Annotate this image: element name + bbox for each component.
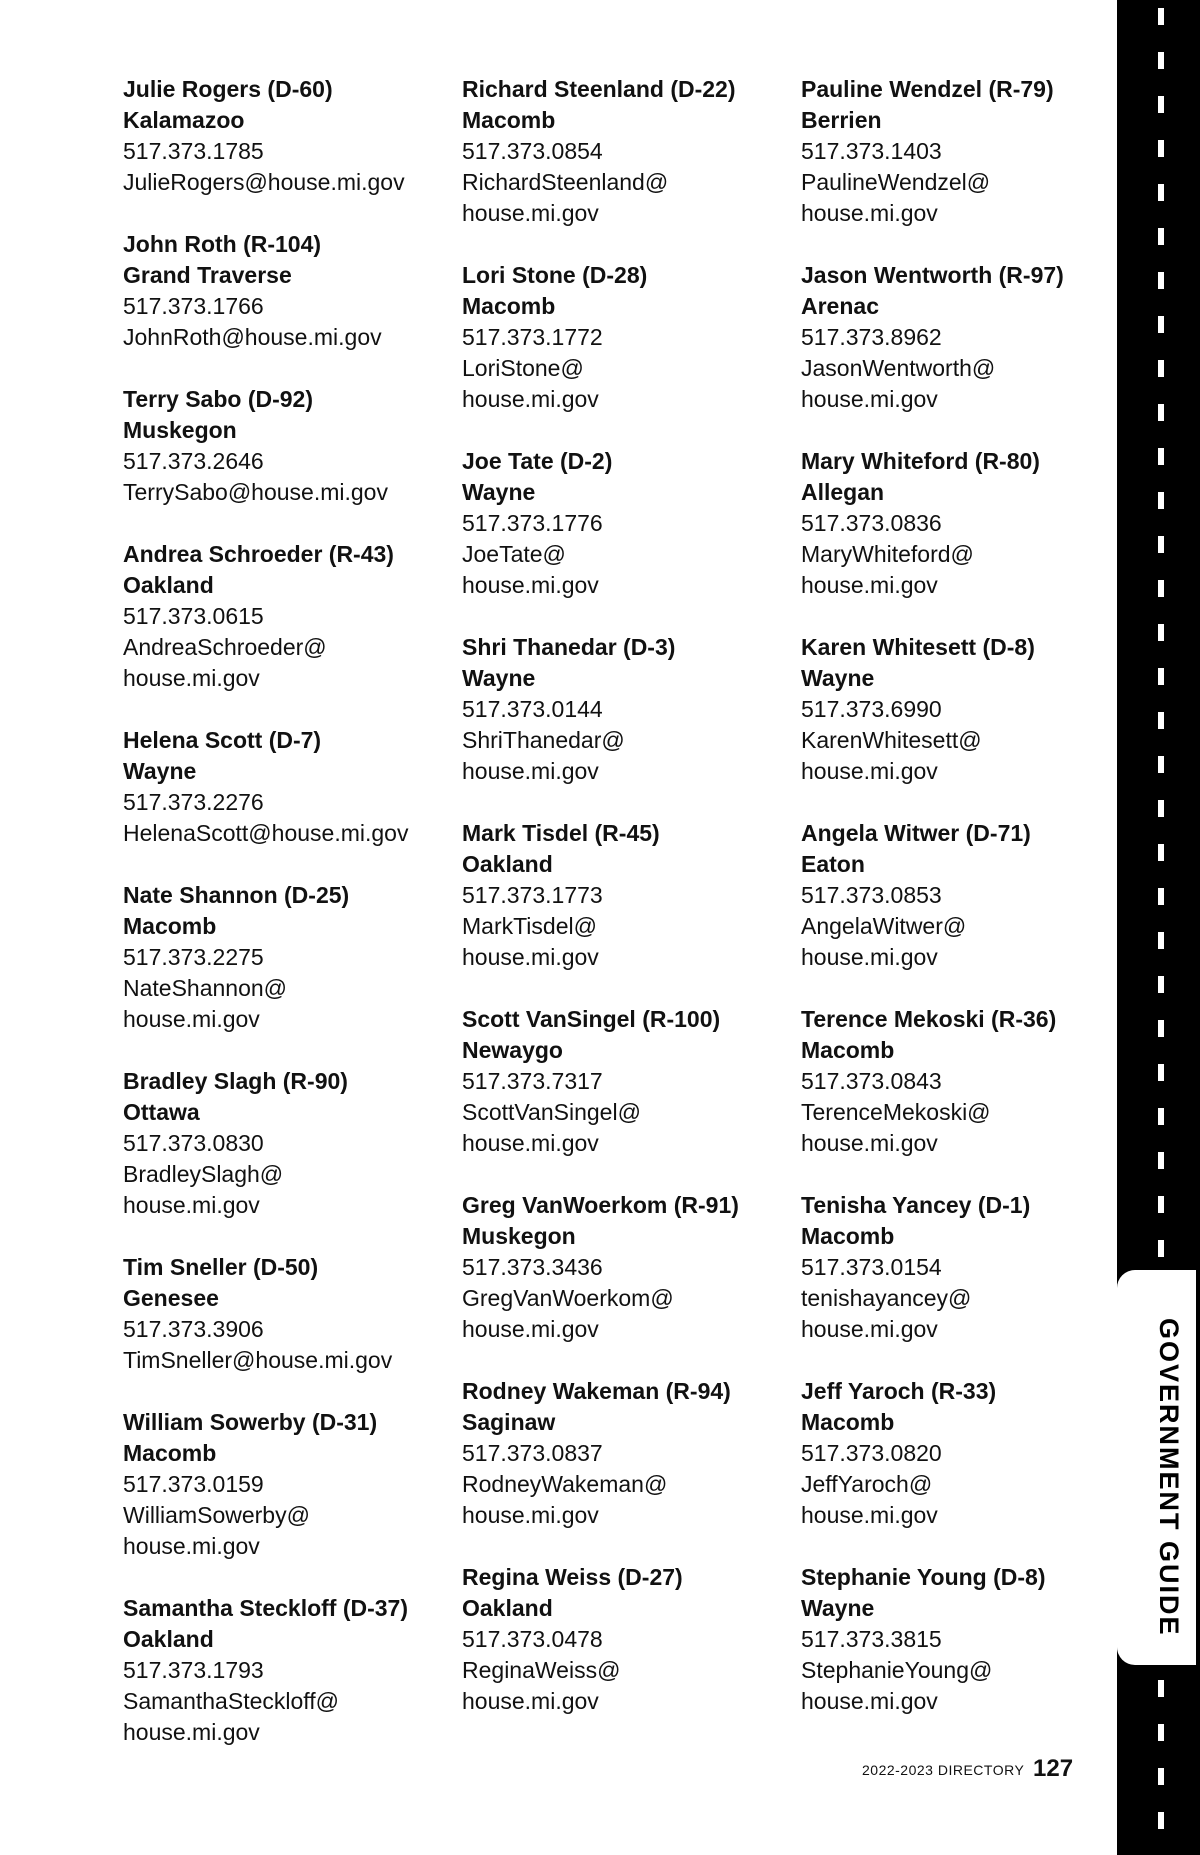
email-line: house.mi.gov — [801, 1316, 938, 1342]
email-address — [462, 167, 792, 229]
representative-name: John Roth (R-104) — [123, 231, 322, 257]
email-line: house.mi.gov — [801, 758, 938, 784]
directory-entry — [123, 880, 453, 1035]
representative-name: Andrea Schroeder (R-43) — [123, 541, 394, 567]
email-line: JulieRogers@house.mi.gov — [123, 169, 405, 195]
strip-dash — [1158, 272, 1164, 289]
representative-name: Tim Sneller (D-50) — [123, 1254, 319, 1280]
email-address — [801, 1469, 1131, 1531]
directory-entry — [123, 1066, 453, 1221]
email-address — [123, 818, 453, 849]
representative-name: Tenisha Yancey (D-1) — [801, 1192, 1031, 1218]
email-line: RichardSteenland@ — [462, 169, 669, 195]
county-name: Macomb — [123, 1440, 217, 1466]
email-address — [801, 353, 1131, 415]
email-address — [801, 1097, 1131, 1159]
directory-entry — [123, 1252, 453, 1376]
directory-entry — [462, 446, 792, 601]
email-line: house.mi.gov — [462, 1688, 599, 1714]
strip-dash — [1158, 712, 1164, 729]
phone-number: 517.373.0830 — [123, 1130, 264, 1156]
page-number: 127 — [1033, 1755, 1074, 1782]
county-name: Eaton — [801, 851, 865, 877]
directory-entry — [123, 229, 453, 353]
email-line: house.mi.gov — [462, 1502, 599, 1528]
phone-number: 517.373.0836 — [801, 510, 942, 536]
county-name: Wayne — [123, 758, 197, 784]
email-line: house.mi.gov — [462, 386, 599, 412]
email-line: house.mi.gov — [462, 200, 599, 226]
phone-number: 517.373.0854 — [462, 138, 603, 164]
email-address — [462, 1469, 792, 1531]
county-name: Wayne — [801, 1595, 875, 1621]
strip-dash — [1158, 448, 1164, 465]
representative-name: Joe Tate (D-2) — [462, 448, 613, 474]
representative-name: Shri Thanedar (D-3) — [462, 634, 676, 660]
representative-name: Terence Mekoski (R-36) — [801, 1006, 1057, 1032]
representative-name: Nate Shannon (D-25) — [123, 882, 350, 908]
strip-dash — [1158, 1020, 1164, 1037]
strip-dash — [1158, 8, 1164, 25]
strip-dash — [1158, 800, 1164, 817]
email-line: PaulineWendzel@ — [801, 169, 991, 195]
directory-entry — [462, 632, 792, 787]
representative-name: Scott VanSingel (R-100) — [462, 1006, 721, 1032]
county-name: Macomb — [801, 1223, 895, 1249]
strip-dash — [1158, 1064, 1164, 1081]
county-name: Kalamazoo — [123, 107, 245, 133]
representative-name: William Sowerby (D-31) — [123, 1409, 378, 1435]
email-address — [462, 1283, 792, 1345]
phone-number: 517.373.1403 — [801, 138, 942, 164]
strip-dash — [1158, 1196, 1164, 1213]
email-line: HelenaScott@house.mi.gov — [123, 820, 409, 846]
directory-entry — [123, 539, 453, 694]
county-name: Allegan — [801, 479, 885, 505]
phone-number: 517.373.6990 — [801, 696, 942, 722]
strip-dash — [1158, 536, 1164, 553]
email-line: LoriStone@ — [462, 355, 584, 381]
phone-number: 517.373.0615 — [123, 603, 264, 629]
directory-entry — [123, 384, 453, 508]
directory-entry — [801, 818, 1131, 973]
representative-name: Karen Whitesett (D-8) — [801, 634, 1035, 660]
county-name: Muskegon — [123, 417, 237, 443]
strip-dash — [1158, 1240, 1164, 1257]
county-name: Wayne — [801, 665, 875, 691]
email-line: GregVanWoerkom@ — [462, 1285, 674, 1311]
phone-number: 517.373.1772 — [462, 324, 603, 350]
email-address — [123, 477, 453, 508]
county-name: Macomb — [123, 913, 217, 939]
county-name: Macomb — [801, 1409, 895, 1435]
email-line: JeffYaroch@ — [801, 1471, 933, 1497]
county-name: Ottawa — [123, 1099, 200, 1125]
phone-number: 517.373.0154 — [801, 1254, 942, 1280]
representative-name: Jason Wentworth (R-97) — [801, 262, 1064, 288]
representative-name: Regina Weiss (D-27) — [462, 1564, 683, 1590]
email-line: house.mi.gov — [801, 386, 938, 412]
email-address — [123, 973, 453, 1035]
representative-name: Stephanie Young (D-8) — [801, 1564, 1046, 1590]
phone-number: 517.373.1776 — [462, 510, 603, 536]
email-line: TerrySabo@house.mi.gov — [123, 479, 388, 505]
phone-number: 517.373.1766 — [123, 293, 264, 319]
directory-column-3 — [801, 74, 1131, 1748]
email-line: house.mi.gov — [462, 944, 599, 970]
directory-entry — [123, 725, 453, 849]
email-line: KarenWhitesett@ — [801, 727, 982, 753]
footer-directory-label: 2022-2023 DIRECTORY — [862, 1762, 1025, 1778]
email-line: ReginaWeiss@ — [462, 1657, 621, 1683]
strip-dash — [1158, 1768, 1164, 1785]
email-line: ScottVanSingel@ — [462, 1099, 641, 1125]
email-line: TimSneller@house.mi.gov — [123, 1347, 393, 1373]
email-line: house.mi.gov — [801, 200, 938, 226]
strip-dash — [1158, 756, 1164, 773]
email-line: RodneyWakeman@ — [462, 1471, 668, 1497]
directory-entry — [801, 74, 1131, 229]
email-line: house.mi.gov — [801, 572, 938, 598]
email-line: JoeTate@ — [462, 541, 566, 567]
email-line: house.mi.gov — [123, 1533, 260, 1559]
email-line: house.mi.gov — [462, 758, 599, 784]
directory-entry — [801, 1190, 1131, 1345]
email-address — [801, 1283, 1131, 1345]
email-address — [801, 1655, 1131, 1717]
phone-number: 517.373.0820 — [801, 1440, 942, 1466]
directory-entry — [801, 1004, 1131, 1159]
email-line: house.mi.gov — [123, 1006, 260, 1032]
strip-dash — [1158, 404, 1164, 421]
email-line: TerenceMekoski@ — [801, 1099, 991, 1125]
email-line: AngelaWitwer@ — [801, 913, 967, 939]
phone-number: 517.373.8962 — [801, 324, 942, 350]
strip-dash — [1158, 1152, 1164, 1169]
phone-number: 517.373.2276 — [123, 789, 264, 815]
county-name: Oakland — [123, 572, 214, 598]
directory-entry — [462, 74, 792, 229]
strip-dash — [1158, 1724, 1164, 1741]
county-name: Berrien — [801, 107, 882, 133]
email-address — [123, 1686, 453, 1748]
representative-name: Helena Scott (D-7) — [123, 727, 322, 753]
email-address — [801, 167, 1131, 229]
representative-name: Jeff Yaroch (R-33) — [801, 1378, 997, 1404]
phone-number: 517.373.0843 — [801, 1068, 942, 1094]
strip-dash — [1158, 52, 1164, 69]
email-address — [123, 1500, 453, 1562]
county-name: Grand Traverse — [123, 262, 292, 288]
directory-entry — [801, 1562, 1131, 1717]
county-name: Wayne — [462, 665, 536, 691]
email-line: house.mi.gov — [123, 1719, 260, 1745]
representative-name: Samantha Steckloff (D-37) — [123, 1595, 409, 1621]
phone-number: 517.373.1785 — [123, 138, 264, 164]
email-address — [123, 632, 453, 694]
representative-name: Mark Tisdel (R-45) — [462, 820, 660, 846]
phone-number: 517.373.0478 — [462, 1626, 603, 1652]
phone-number: 517.373.2275 — [123, 944, 264, 970]
directory-entry — [462, 1004, 792, 1159]
representative-name: Angela Witwer (D-71) — [801, 820, 1031, 846]
strip-dash — [1158, 624, 1164, 641]
county-name: Newaygo — [462, 1037, 563, 1063]
county-name: Arenac — [801, 293, 879, 319]
email-line: house.mi.gov — [123, 665, 260, 691]
directory-entry — [123, 1593, 453, 1748]
strip-dash — [1158, 976, 1164, 993]
representative-name: Greg VanWoerkom (R-91) — [462, 1192, 739, 1218]
phone-number: 517.373.7317 — [462, 1068, 603, 1094]
county-name: Oakland — [462, 1595, 553, 1621]
strip-dash — [1158, 184, 1164, 201]
email-line: tenishayancey@ — [801, 1285, 972, 1311]
strip-dash — [1158, 1812, 1164, 1829]
county-name: Genesee — [123, 1285, 219, 1311]
strip-dash — [1158, 932, 1164, 949]
directory-entry — [462, 1190, 792, 1345]
email-line: ShriThanedar@ — [462, 727, 625, 753]
email-line: MarkTisdel@ — [462, 913, 597, 939]
strip-dash — [1158, 140, 1164, 157]
representative-name: Terry Sabo (D-92) — [123, 386, 314, 412]
directory-entry — [462, 1376, 792, 1531]
phone-number: 517.373.1773 — [462, 882, 603, 908]
representative-name: Pauline Wendzel (R-79) — [801, 76, 1054, 102]
email-line: SamanthaSteckloff@ — [123, 1688, 339, 1714]
county-name: Muskegon — [462, 1223, 576, 1249]
directory-entry — [462, 1562, 792, 1717]
email-line: JasonWentworth@ — [801, 355, 996, 381]
email-line: house.mi.gov — [462, 1130, 599, 1156]
phone-number: 517.373.0853 — [801, 882, 942, 908]
strip-dash — [1158, 580, 1164, 597]
strip-dash — [1158, 888, 1164, 905]
email-line: AndreaSchroeder@ — [123, 634, 327, 660]
phone-number: 517.373.3815 — [801, 1626, 942, 1652]
email-address — [462, 911, 792, 973]
strip-dash — [1158, 492, 1164, 509]
email-line: house.mi.gov — [801, 944, 938, 970]
representative-name: Bradley Slagh (R-90) — [123, 1068, 348, 1094]
email-address — [123, 167, 453, 198]
email-address — [123, 1159, 453, 1221]
strip-dash — [1158, 1108, 1164, 1125]
representative-name: Richard Steenland (D-22) — [462, 76, 736, 102]
directory-entry — [801, 1376, 1131, 1531]
phone-number: 517.373.3436 — [462, 1254, 603, 1280]
email-address — [462, 725, 792, 787]
email-line: house.mi.gov — [462, 572, 599, 598]
county-name: Macomb — [462, 107, 556, 133]
directory-column-2 — [462, 74, 792, 1748]
email-address — [123, 322, 453, 353]
email-address — [123, 1345, 453, 1376]
directory-entry — [801, 260, 1131, 415]
section-tab-label: GOVERNMENT GUIDE — [1154, 1318, 1184, 1637]
strip-dash — [1158, 1680, 1164, 1697]
email-line: JohnRoth@house.mi.gov — [123, 324, 382, 350]
phone-number: 517.373.0837 — [462, 1440, 603, 1466]
email-line: house.mi.gov — [462, 1316, 599, 1342]
representative-name: Lori Stone (D-28) — [462, 262, 648, 288]
strip-dash — [1158, 668, 1164, 685]
county-name: Oakland — [462, 851, 553, 877]
directory-entry — [801, 632, 1131, 787]
directory-entry — [123, 1407, 453, 1562]
email-address — [462, 353, 792, 415]
directory-entry — [462, 818, 792, 973]
directory-column-1 — [123, 74, 453, 1779]
directory-entry — [462, 260, 792, 415]
strip-dash — [1158, 228, 1164, 245]
email-line: house.mi.gov — [123, 1192, 260, 1218]
email-address — [462, 1097, 792, 1159]
phone-number: 517.373.1793 — [123, 1657, 264, 1683]
email-address — [801, 539, 1131, 601]
directory-entry — [123, 74, 453, 198]
phone-number: 517.373.0144 — [462, 696, 603, 722]
email-line: WilliamSowerby@ — [123, 1502, 310, 1528]
strip-dash — [1158, 96, 1164, 113]
strip-dash — [1158, 360, 1164, 377]
email-line: NateShannon@ — [123, 975, 288, 1001]
county-name: Macomb — [801, 1037, 895, 1063]
county-name: Oakland — [123, 1626, 214, 1652]
directory-entry — [801, 446, 1131, 601]
email-address — [801, 725, 1131, 787]
county-name: Saginaw — [462, 1409, 556, 1435]
email-line: house.mi.gov — [801, 1502, 938, 1528]
strip-dash — [1158, 844, 1164, 861]
phone-number: 517.373.0159 — [123, 1471, 264, 1497]
representative-name: Rodney Wakeman (R-94) — [462, 1378, 731, 1404]
representative-name: Mary Whiteford (R-80) — [801, 448, 1040, 474]
email-line: StephanieYoung@ — [801, 1657, 993, 1683]
county-name: Macomb — [462, 293, 556, 319]
email-address — [462, 1655, 792, 1717]
email-line: MaryWhiteford@ — [801, 541, 974, 567]
phone-number: 517.373.2646 — [123, 448, 264, 474]
representative-name: Julie Rogers (D-60) — [123, 76, 333, 102]
email-line: house.mi.gov — [801, 1130, 938, 1156]
county-name: Wayne — [462, 479, 536, 505]
strip-dash — [1158, 316, 1164, 333]
email-line: BradleySlagh@ — [123, 1161, 284, 1187]
phone-number: 517.373.3906 — [123, 1316, 264, 1342]
email-address — [462, 539, 792, 601]
email-address — [801, 911, 1131, 973]
email-line: house.mi.gov — [801, 1688, 938, 1714]
